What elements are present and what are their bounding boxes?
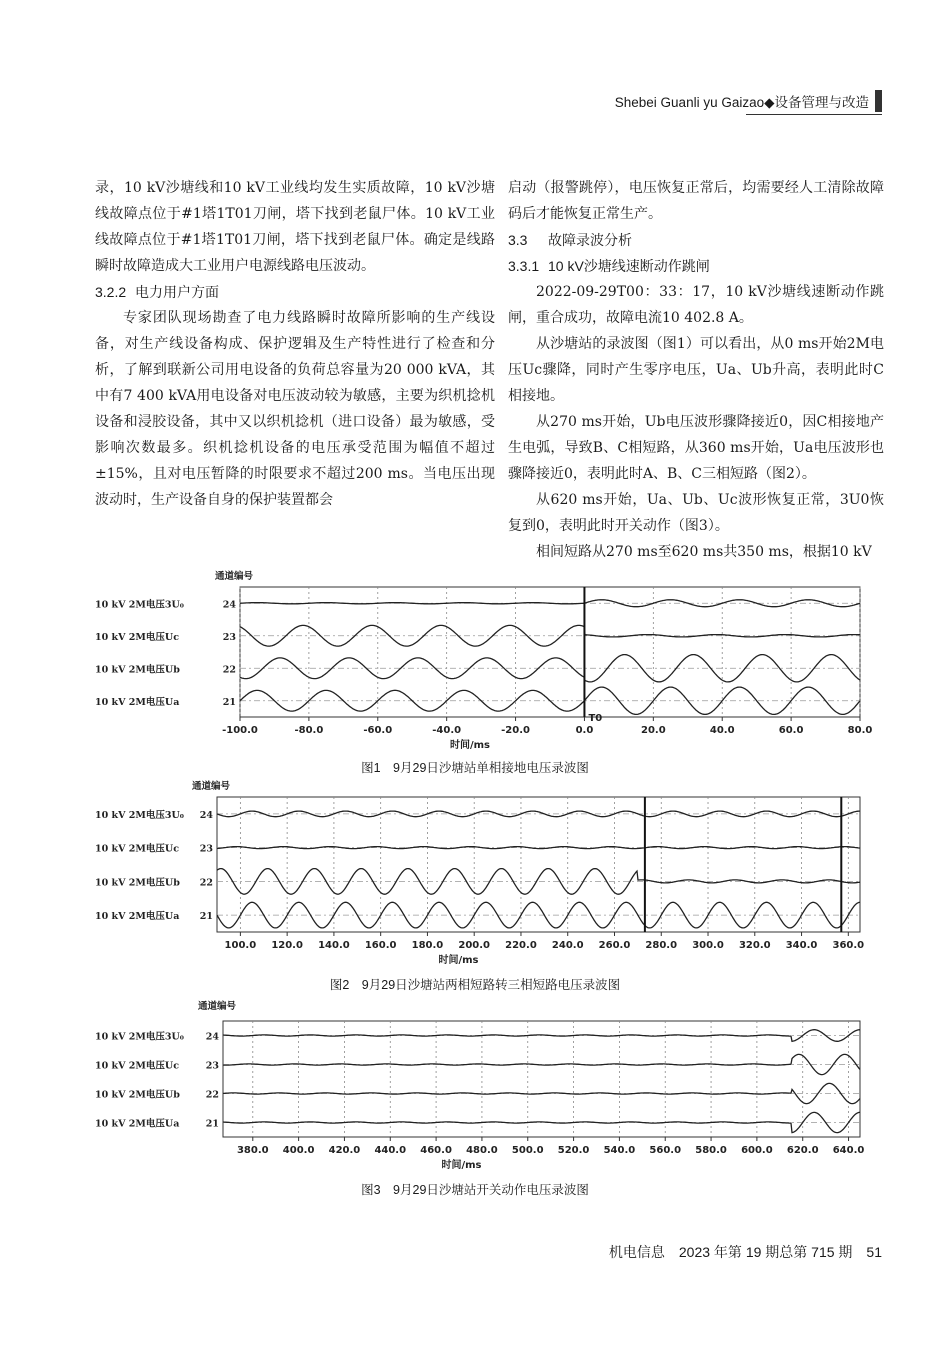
figure-3-chart: [95, 995, 880, 1175]
paragraph: 启动（报警跳停），电压恢复正常后，均需要经人工清除故障码后才能恢复正常生产。: [508, 180, 884, 222]
tick-label: 480.0: [466, 1145, 498, 1156]
section-heading: [95, 279, 495, 305]
running-header: [615, 90, 882, 112]
tick-label: 180.0: [411, 940, 444, 951]
channel-number: 21: [199, 911, 213, 923]
left-column: [95, 175, 495, 513]
figure-1-caption: 图1 9月29日沙塘站单相接地电压录波图: [361, 761, 589, 775]
tick-label: 440.0: [374, 1145, 407, 1156]
section-heading: [508, 253, 884, 279]
x-axis-label: 时间/ms: [438, 955, 479, 966]
tick-label: 140.0: [318, 940, 350, 951]
channel-number: 23: [205, 1060, 219, 1072]
tick-label: 260.0: [598, 940, 631, 951]
channel-number: 21: [205, 1118, 219, 1130]
tick-label: 380.0: [236, 1145, 269, 1156]
section-number: 3.2.2: [95, 284, 127, 300]
figure-2-caption: 图2 9月29日沙塘站两相短路转三相短路电压录波图: [329, 978, 621, 992]
x-axis-label: 时间/ms: [441, 1160, 482, 1171]
section-title: 电力用户方面: [135, 284, 219, 300]
tick-label: 400.0: [282, 1145, 315, 1156]
tick-label: 60.0: [778, 725, 804, 736]
tick-label: 280.0: [645, 940, 678, 951]
channel-label: 10 kV 2M电压3U₀: [95, 809, 184, 821]
waveform-23: [223, 1054, 860, 1074]
figure-1: [95, 565, 880, 755]
tick-label: 620.0: [786, 1145, 819, 1156]
paragraph: 从620 ms开始，Ua、Ub、Uc波形恢复正常，3U0恢复到0，表明此时开关动作（图3）。: [508, 492, 884, 534]
figure-1-chart: [95, 565, 880, 755]
channel-label: 10 kV 2M电压Ub: [95, 664, 180, 676]
section-number: 3.3.1: [508, 258, 540, 274]
channel-number: 24: [205, 1031, 219, 1043]
tick-label: 20.0: [640, 725, 666, 736]
chart-title: 通道编号: [215, 571, 254, 582]
plot-frame: [217, 797, 860, 932]
channel-number: 24: [222, 599, 236, 611]
waveform-23: [217, 847, 860, 849]
channel-number: 22: [205, 1089, 219, 1101]
channel-number: 24: [199, 809, 213, 821]
channel-label: 10 kV 2M电压3U₀: [95, 599, 184, 611]
channel-number: 23: [222, 631, 236, 643]
channel-label: 10 kV 2M电压Ub: [95, 1089, 180, 1101]
section-title: 10 kV沙塘线速断动作跳闸: [548, 258, 710, 274]
waveform-21: [223, 1112, 860, 1132]
channel-label: 10 kV 2M电压3U₀: [95, 1031, 184, 1043]
tick-label: 220.0: [505, 940, 537, 951]
header-title: Shebei Guanli yu Gaizao◆设备管理与改造: [614, 95, 869, 110]
channel-label: 10 kV 2M电压Uc: [95, 631, 179, 643]
tick-label: 520.0: [557, 1145, 590, 1156]
tick-label: 420.0: [328, 1145, 361, 1156]
channel-label: 10 kV 2M电压Ua: [95, 696, 180, 708]
tick-label: 500.0: [511, 1145, 544, 1156]
tick-label: 360.0: [832, 940, 865, 951]
waveform-22: [223, 1083, 860, 1103]
tick-label: -60.0: [363, 725, 393, 736]
tick-label: 600.0: [741, 1145, 773, 1156]
section-title: 故障录波分析: [548, 232, 632, 248]
chart-title: 通道编号: [192, 781, 231, 792]
tick-label: -100.0: [222, 725, 258, 736]
tick-label: 460.0: [420, 1145, 452, 1156]
tick-label: 640.0: [832, 1145, 865, 1156]
figure-2-chart: [95, 775, 880, 970]
section-number: 3.3: [508, 232, 528, 248]
figure-3-caption: 图3 9月29日沙塘站开关动作电压录波图: [361, 1183, 589, 1197]
figure-3: [95, 995, 880, 1175]
tick-label: 300.0: [692, 940, 724, 951]
tick-label: 200.0: [458, 940, 491, 951]
channel-label: 10 kV 2M电压Ua: [95, 911, 180, 923]
tick-label: -80.0: [294, 725, 324, 736]
page-footer: 机电信息 2023 年第 19 期总第 715 期 51: [608, 1244, 882, 1260]
tick-label: 160.0: [364, 940, 397, 951]
tick-label: 340.0: [785, 940, 818, 951]
paragraph: 2022-09-29T00：33：17，10 kV沙塘线速断动作跳闸，重合成功，故障电流10 402.8 A。: [508, 284, 884, 326]
tick-label: -40.0: [432, 725, 462, 736]
header-bar: [875, 90, 882, 112]
tick-label: 540.0: [603, 1145, 636, 1156]
tick-label: 0.0: [575, 725, 594, 736]
tick-label: 40.0: [709, 725, 735, 736]
right-column: [508, 175, 884, 565]
paragraph: 专家团队现场勘查了电力线路瞬时故障所影响的生产线设备，对生产线设备构成、保护逻辑及生产特性进行了检查和分析，了解到联新公司用电设备的负荷总容量为20 000 kVA，其中有7 400 kVA用电设备对电压波动较为敏感，主要为织机捻机设备和浸胶设备，其中又以织机捻机（进口设备）最为敏感，受影响次数最多。织机捻机设备的电压承受范围为幅值不超过±15%，且对电压暂降的时限要求不超过200 ms。当电压出现波动时，生产设备自身的保护装置都会: [95, 310, 495, 508]
channel-number: 22: [222, 664, 236, 676]
tick-label: 80.0: [847, 725, 873, 736]
figure-2: [95, 775, 880, 970]
waveform-24: [223, 1030, 860, 1042]
section-heading: [508, 227, 884, 253]
paragraph: 相间短路从270 ms至620 ms共350 ms，根据10 kV: [536, 544, 872, 560]
x-axis-label: 时间/ms: [449, 740, 491, 751]
tick-label: 320.0: [738, 940, 771, 951]
tick-label: 580.0: [695, 1145, 727, 1156]
marker-label: T0: [588, 713, 603, 724]
paragraph: 从沙塘站的录波图（图1）可以看出，从0 ms开始2M电压Uc骤降，同时产生零序电压，Ua、Ub升高，表明此时C相接地。: [508, 336, 884, 404]
tick-label: -20.0: [501, 725, 530, 736]
tick-label: 560.0: [649, 1145, 682, 1156]
channel-number: 21: [222, 696, 236, 708]
channel-label: 10 kV 2M电压Ub: [95, 877, 180, 889]
header-rule: [746, 114, 882, 115]
channel-number: 22: [199, 877, 213, 889]
tick-label: 240.0: [551, 940, 584, 951]
channel-label: 10 kV 2M电压Uc: [95, 1060, 179, 1072]
channel-label: 10 kV 2M电压Uc: [95, 843, 179, 855]
tick-label: 120.0: [271, 940, 303, 951]
channel-number: 23: [199, 843, 213, 855]
tick-label: 100.0: [224, 940, 257, 951]
chart-title: 通道编号: [198, 1001, 237, 1012]
paragraph: 从270 ms开始，Ub电压波形骤降接近0，因C相接地产生电弧，导致B、C相短路，从360 ms开始，Ua电压波形也骤降接近0，表明此时A、B、C三相短路（图2）。: [508, 414, 884, 482]
paragraph: 录，10 kV沙塘线和10 kV工业线均发生实质故障，10 kV沙塘线故障点位于#1塔1T01刀闸，塔下找到老鼠尸体。10 kV工业线故障点位于#1塔1T01刀闸，塔下找到老鼠尸体。确定是线路瞬时故障造成大工业用户电源线路电压波动。: [95, 180, 495, 274]
channel-label: 10 kV 2M电压Ua: [95, 1118, 180, 1130]
plot-frame: [223, 1021, 860, 1137]
